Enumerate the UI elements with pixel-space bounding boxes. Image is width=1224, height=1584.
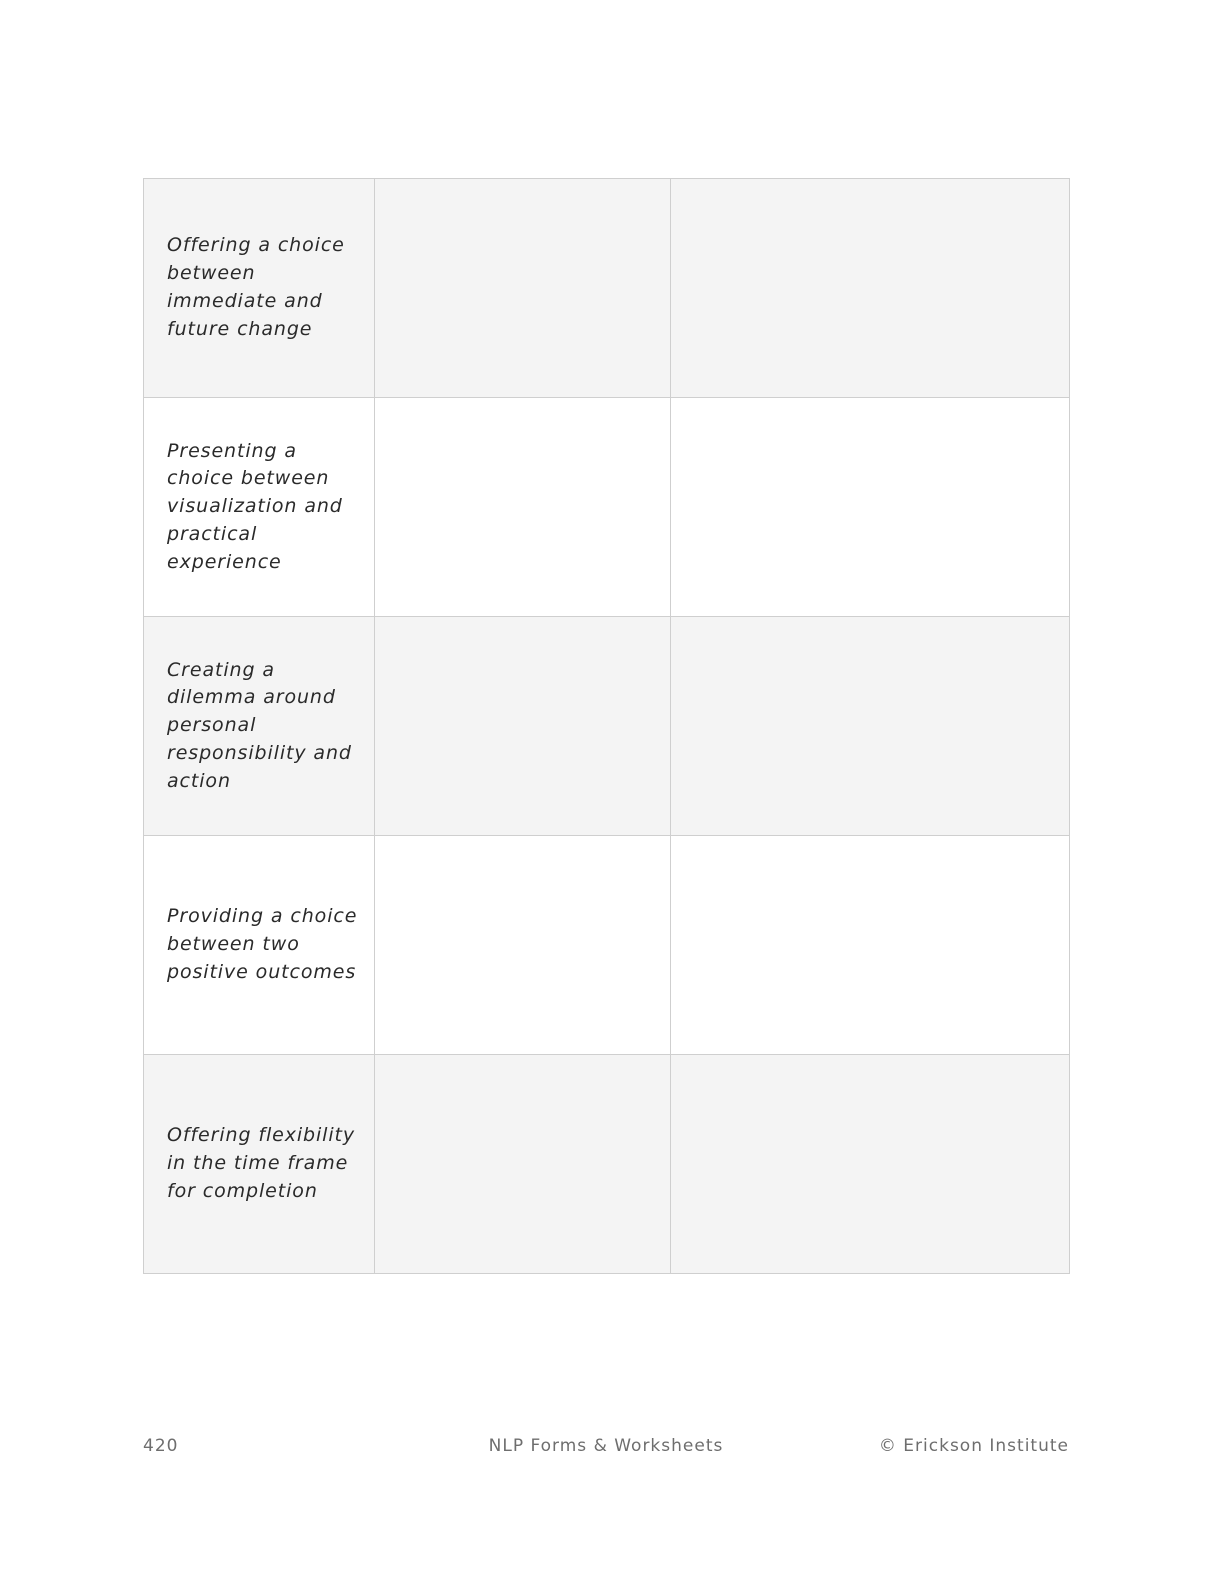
table-row [144, 617, 1070, 836]
answer-cell[interactable] [670, 836, 1069, 1055]
answer-cell[interactable] [375, 836, 670, 1055]
row-label-cell [144, 617, 375, 836]
row-label-cell [144, 836, 375, 1055]
answer-cell[interactable] [670, 1055, 1069, 1274]
answer-cell[interactable] [670, 179, 1069, 398]
answer-cell[interactable] [375, 1055, 670, 1274]
answer-cell[interactable] [375, 398, 670, 617]
row-label-cell [144, 179, 375, 398]
table-row [144, 179, 1070, 398]
answer-cell[interactable] [375, 617, 670, 836]
row-label: Creating a dilemma around personal responsibility and action [167, 658, 352, 792]
row-label: Offering flexibility in the time frame for completion [167, 1124, 356, 1202]
answer-cell[interactable] [375, 179, 670, 398]
footer-copyright: © Erickson Institute [878, 1436, 1069, 1456]
table-row [144, 1055, 1070, 1274]
row-label-cell [144, 1055, 375, 1274]
table-row [144, 836, 1070, 1055]
answer-cell[interactable] [670, 398, 1069, 617]
table-row [144, 398, 1070, 617]
answer-cell[interactable] [670, 617, 1069, 836]
page-number: 420 [143, 1436, 179, 1456]
row-label: Presenting a choice between visualization and practical experience [167, 439, 343, 573]
footer-title: NLP Forms & Worksheets [488, 1436, 724, 1456]
row-label-cell [144, 398, 375, 617]
row-label: Providing a choice between two positive outcomes [167, 905, 358, 983]
worksheet-table [143, 178, 1070, 1274]
row-label: Offering a choice between immediate and future change [167, 234, 345, 340]
